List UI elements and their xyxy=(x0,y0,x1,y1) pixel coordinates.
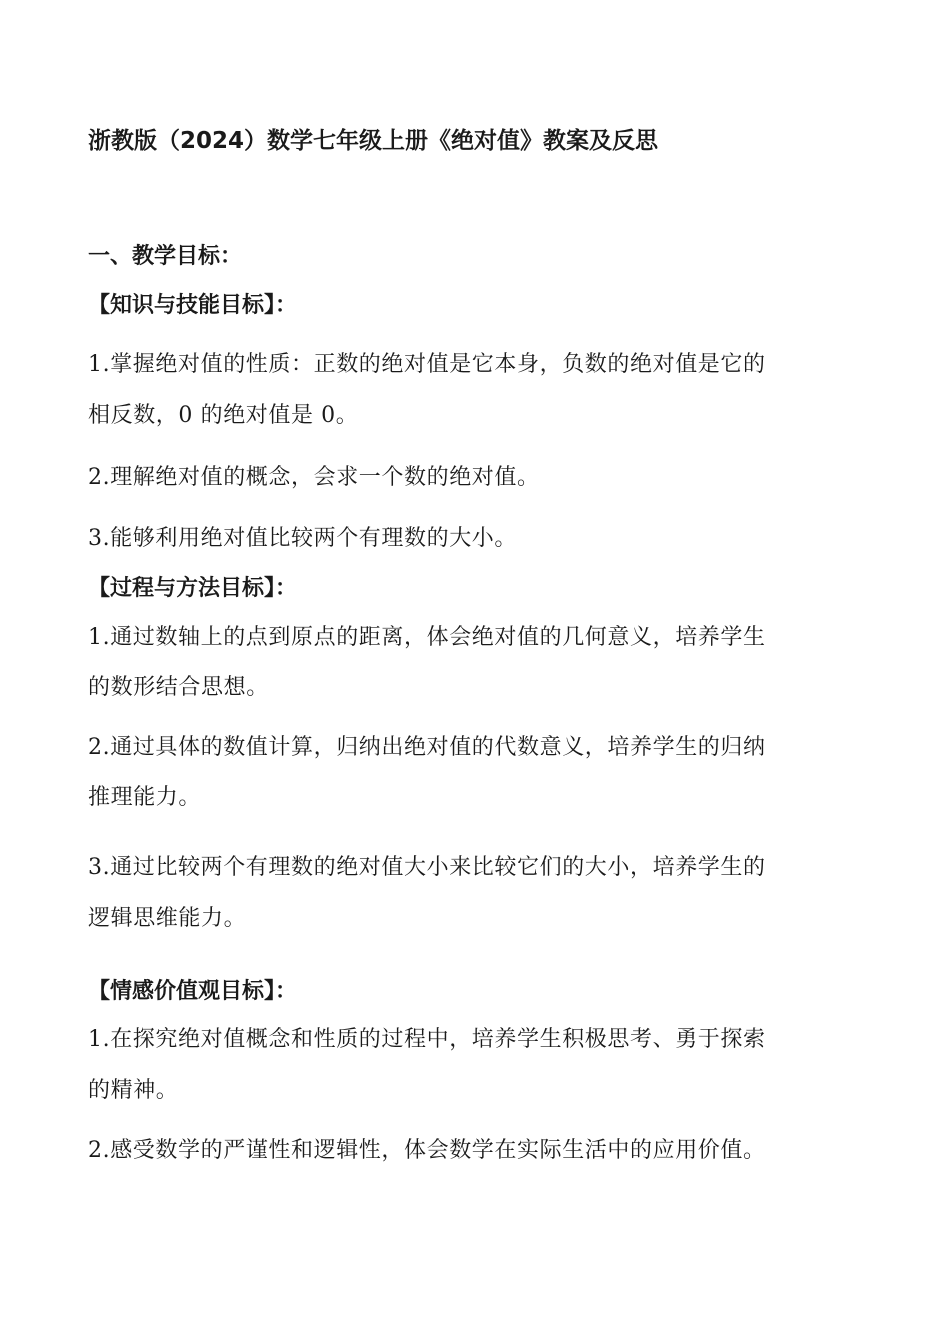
knowledge-item-3: 3.能够利用绝对值比较两个有理数的大小。 xyxy=(88,526,517,551)
process-item-3-line-1: 3.通过比较两个有理数的绝对值大小来比较它们的大小，培养学生的 xyxy=(88,855,766,880)
process-item-2-line-2: 推理能力。 xyxy=(88,785,202,810)
section-heading-teaching-objectives: 一、教学目标： xyxy=(88,244,243,269)
subheading-process-methods: 【过程与方法目标】： xyxy=(88,576,298,601)
emotion-item-1-line-2: 的精神。 xyxy=(88,1078,179,1103)
knowledge-item-1-line-1: 1.掌握绝对值的性质：正数的绝对值是它本身，负数的绝对值是它的 xyxy=(88,352,766,377)
knowledge-item-2: 2.理解绝对值的概念，会求一个数的绝对值。 xyxy=(88,465,540,490)
emotion-item-2: 2.感受数学的严谨性和逻辑性，体会数学在实际生活中的应用价值。 xyxy=(88,1138,766,1163)
subheading-emotional-values: 【情感价值观目标】： xyxy=(88,979,298,1004)
emotion-item-1-line-1: 1.在探究绝对值概念和性质的过程中，培养学生积极思考、勇于探索 xyxy=(88,1027,766,1052)
subheading-knowledge-skills: 【知识与技能目标】： xyxy=(88,293,298,318)
process-item-3-line-2: 逻辑思维能力。 xyxy=(88,906,247,931)
process-item-2-line-1: 2.通过具体的数值计算，归纳出绝对值的代数意义，培养学生的归纳 xyxy=(88,735,766,760)
process-item-1-line-2: 的数形结合思想。 xyxy=(88,675,269,700)
document-title: 浙教版（2024）数学七年级上册《绝对值》教案及反思 xyxy=(88,128,659,154)
knowledge-item-1-line-2: 相反数，0 的绝对值是 0。 xyxy=(88,403,359,428)
process-item-1-line-1: 1.通过数轴上的点到原点的距离，体会绝对值的几何意义，培养学生 xyxy=(88,625,766,650)
